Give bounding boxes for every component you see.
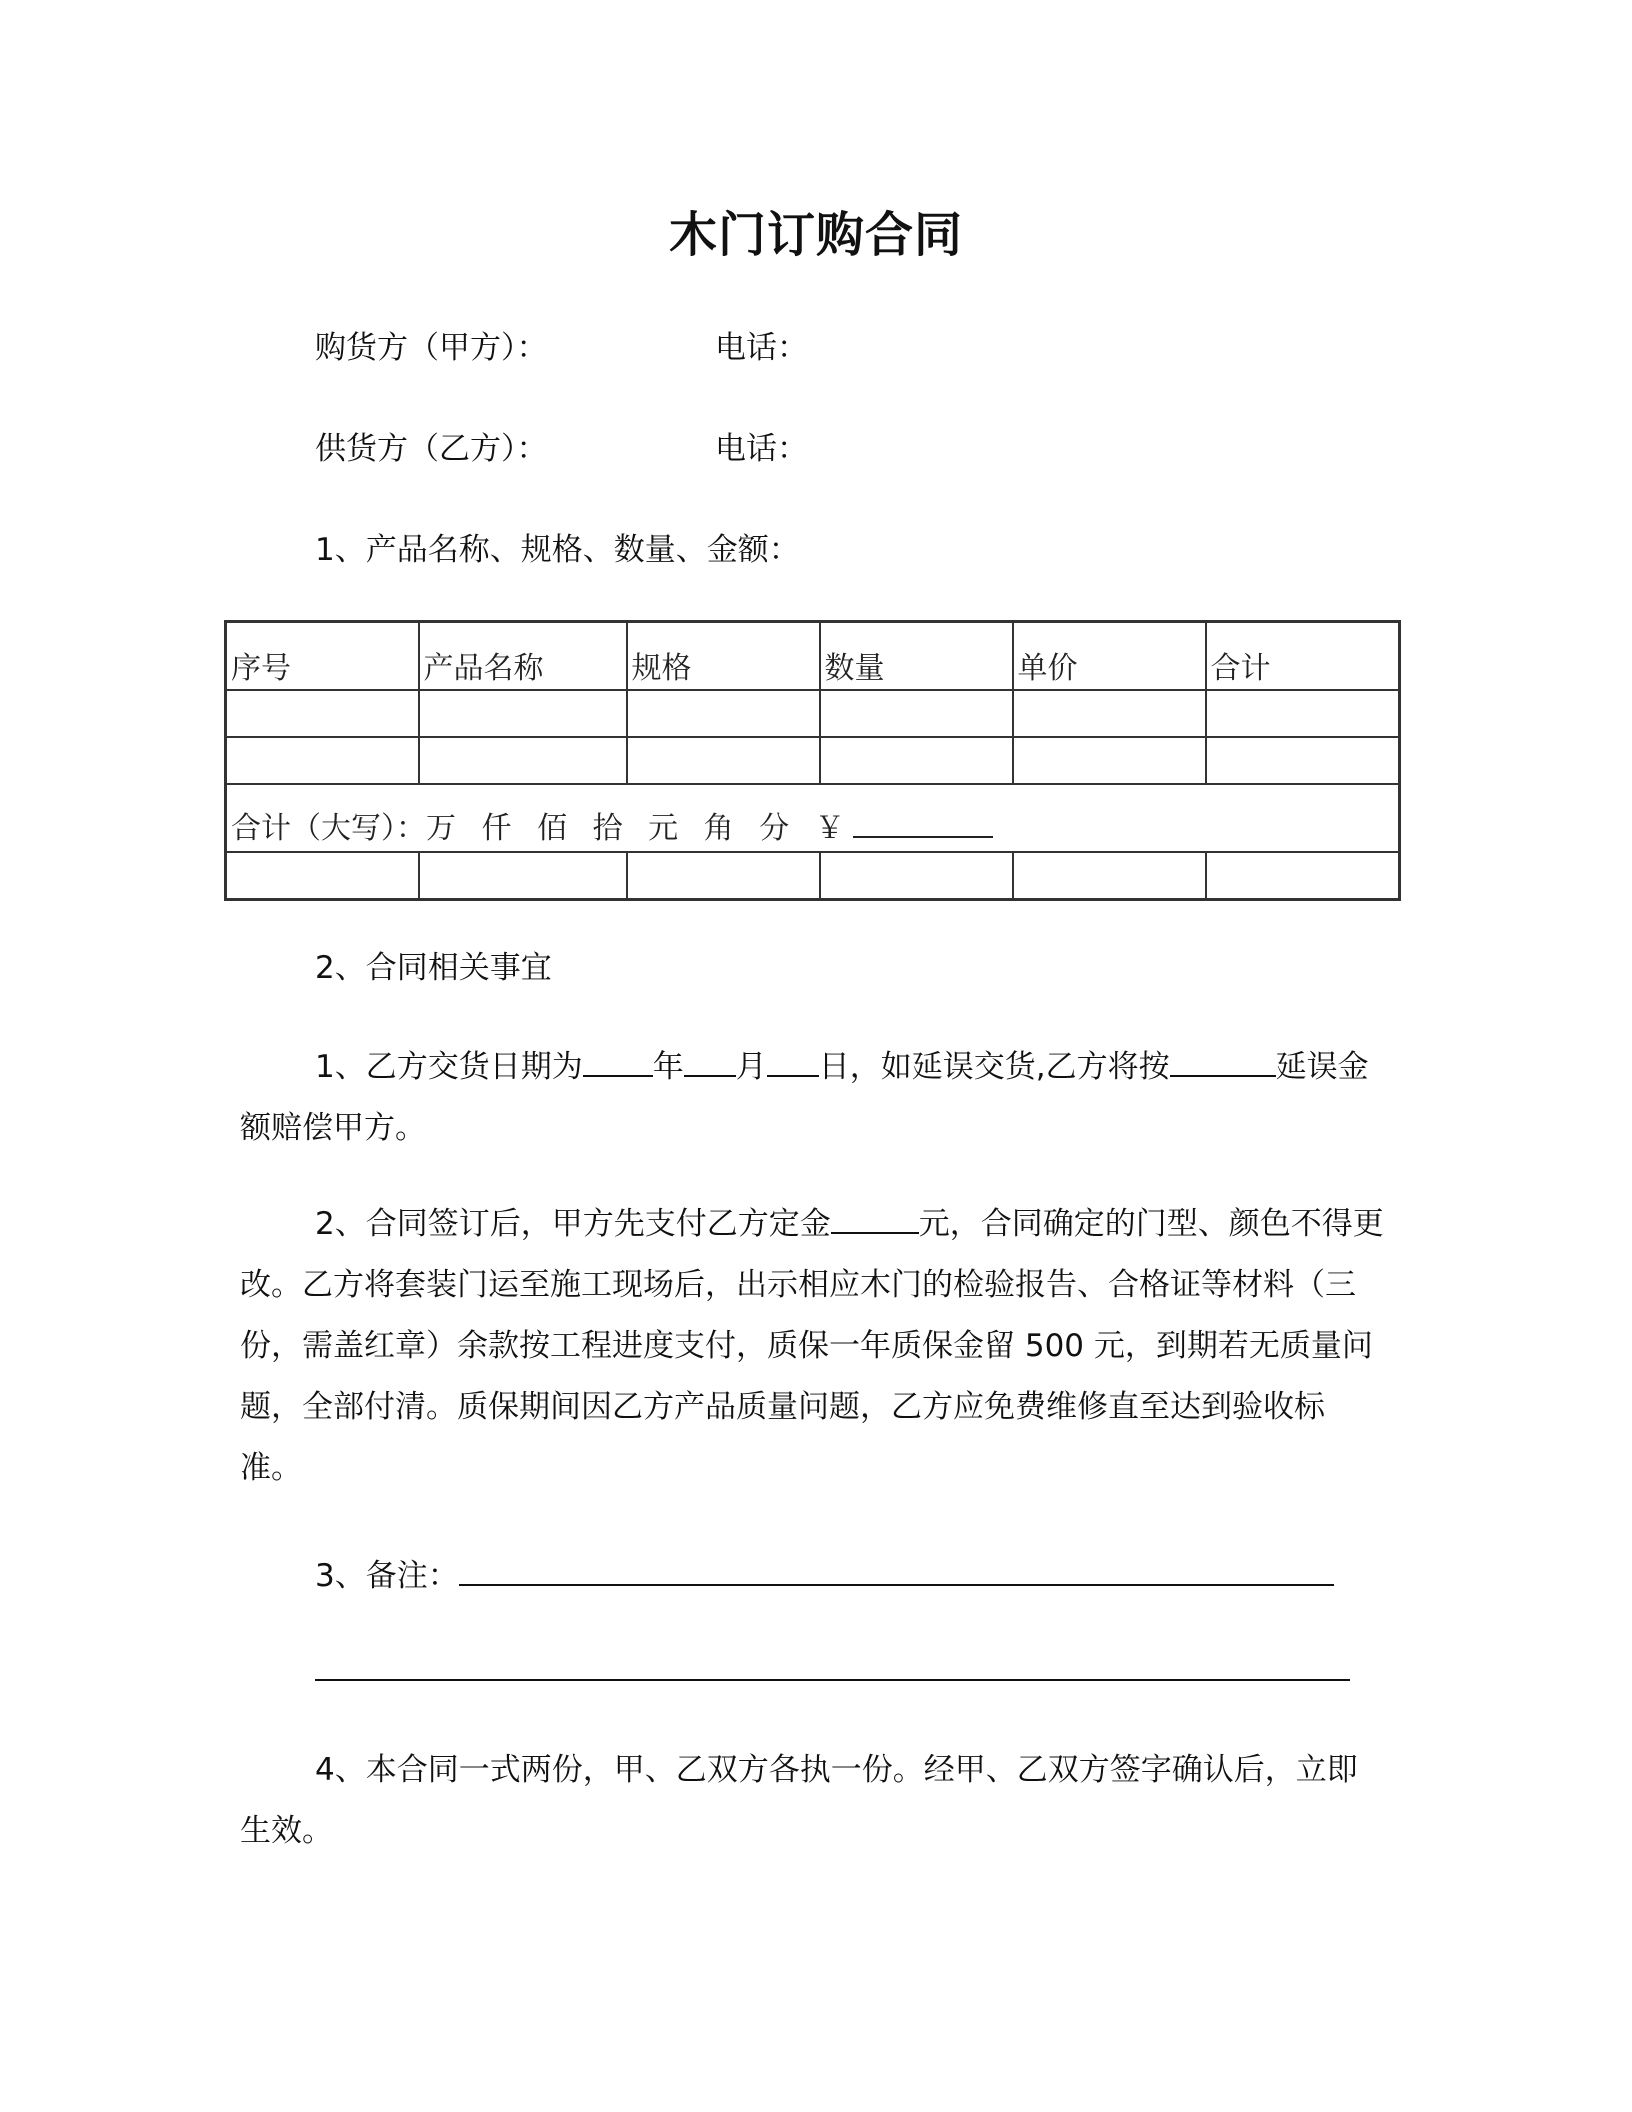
table-cell (1206, 690, 1400, 737)
header-cell-spec: 规格 (627, 622, 820, 691)
buyer-label: 购货方（甲方）： (315, 330, 548, 366)
clause2-text-2: 元，合同确定的门型、颜色不得更改。乙方将套装门运至施工现场后，出示相应木门的检验报告、合格证等材料（三份，需盖红章）余款按工程进度支付，质保一年质保金留 500 元，到期若无质量问题，全部付清。质保期间因乙方产品质量问题，乙方应免费维修直至达到验收标准。 (240, 1206, 1384, 1486)
section2-heading: 2、合同相关事宜 (315, 950, 552, 986)
clause1-text-4: 日，如延误交货,乙方将按 (818, 1049, 1170, 1085)
clause1-text-5: 延误金额赔偿甲方。 (240, 1049, 1369, 1146)
month-blank (684, 1075, 736, 1077)
table-cell (419, 690, 627, 737)
header-cell-quantity: 数量 (820, 622, 1013, 691)
table-cell (226, 690, 419, 737)
table-total-row (226, 784, 1400, 852)
compensation-blank (1170, 1075, 1276, 1077)
section1-heading: 1、产品名称、规格、数量、金额： (315, 532, 800, 568)
clause1-text-1: 1、乙方交货日期为 (315, 1049, 583, 1085)
clause-delivery (240, 1037, 1385, 1159)
buyer-tel-label: 电话： (715, 330, 808, 366)
supplier-tel-label: 电话： (715, 431, 808, 467)
clause2-text-1: 2、合同签订后，甲方先支付乙方定金 (315, 1206, 831, 1242)
table-row (226, 852, 1400, 900)
deposit-blank (831, 1232, 919, 1234)
remarks-blank-2 (315, 1679, 1350, 1681)
effective-clause: 4、本合同一式两份，甲、乙双方各执一份。经甲、乙双方签字确认后，立即生效。 (240, 1752, 1358, 1849)
table-cell (627, 852, 820, 900)
table-cell (226, 852, 419, 900)
day-blank (767, 1075, 819, 1077)
table-cell (419, 852, 627, 900)
table-cell (226, 737, 419, 784)
table-cell (1206, 737, 1400, 784)
remarks-blank-1 (459, 1584, 1334, 1586)
table-header-row (226, 622, 1400, 691)
clause1-text-2: 年 (652, 1049, 684, 1085)
total-amount-blank (853, 808, 993, 838)
total-amount-cell (226, 784, 1400, 852)
total-label: 合计（大写）： (231, 811, 426, 846)
remarks-line (315, 1550, 1334, 1595)
header-cell-product-name: 产品名称 (419, 622, 627, 691)
header-cell-index: 序号 (226, 622, 419, 691)
table-cell (627, 690, 820, 737)
table-row (226, 690, 1400, 737)
products-table (224, 620, 1401, 901)
table-cell (820, 852, 1013, 900)
remarks-label: 3、备注： (315, 1558, 459, 1594)
header-cell-unit-price: 单价 (1013, 622, 1206, 691)
clause-payment (240, 1194, 1385, 1499)
supplier-label: 供货方（乙方）： (315, 431, 548, 467)
table-cell (1013, 690, 1206, 737)
table-cell (1013, 737, 1206, 784)
table-cell (1206, 852, 1400, 900)
remarks-continuation (315, 1653, 1350, 1689)
table-cell (820, 690, 1013, 737)
year-blank (583, 1075, 653, 1077)
table-cell (419, 737, 627, 784)
clause1-text-3: 月 (735, 1049, 767, 1085)
table-cell (1013, 852, 1206, 900)
table-cell (820, 737, 1013, 784)
total-units: 万 仟 佰 拾 元 角 分 ￥ (426, 811, 853, 846)
document-title: 木门订购合同 (668, 207, 963, 263)
header-cell-subtotal: 合计 (1206, 622, 1400, 691)
table-cell (627, 737, 820, 784)
table-row (226, 737, 1400, 784)
